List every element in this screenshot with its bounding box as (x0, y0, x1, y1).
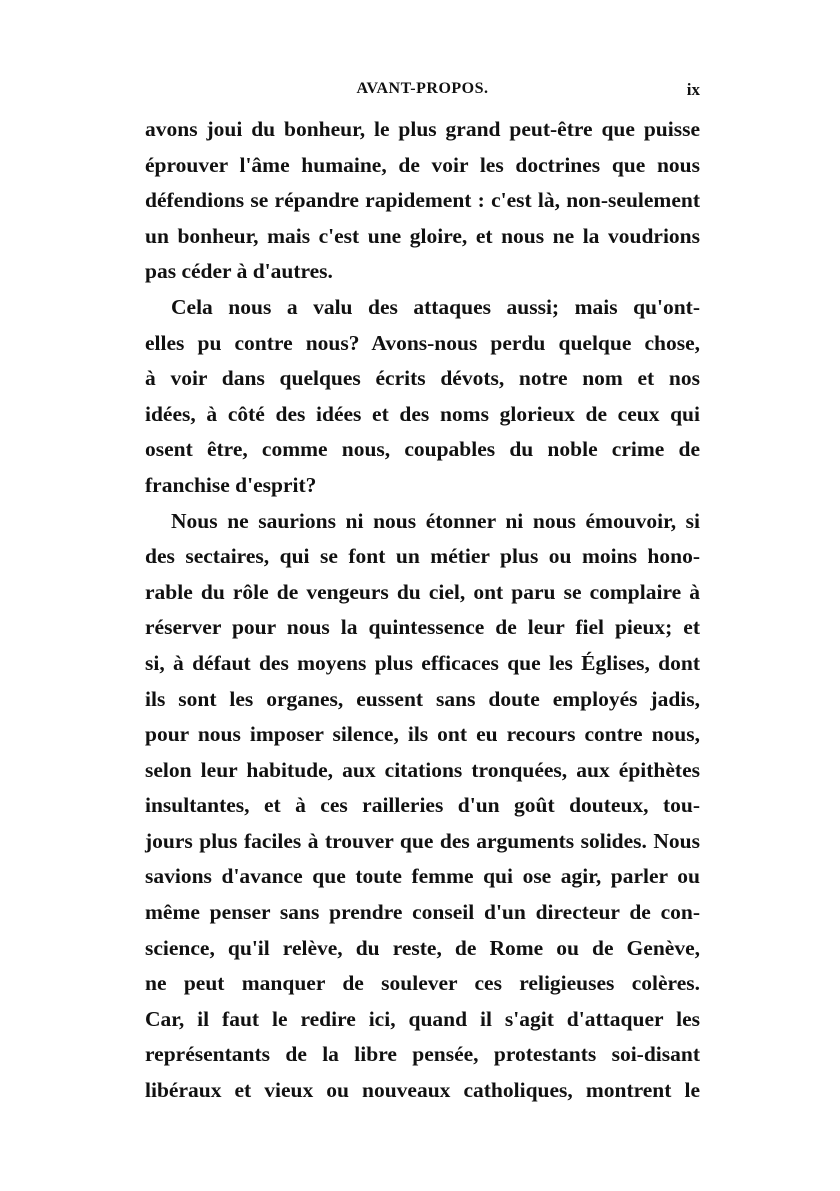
text-line: défendions se répandre rapidement : c'est là, non-seulement (145, 188, 700, 213)
text-line: jours plus faciles à trouver que des arguments solides. Nous (145, 828, 700, 853)
text-line: idées, à côté des idées et des noms glorieux de ceux qui (145, 401, 700, 426)
text-line: libéraux et vieux ou nouveaux catholiques, montrent le (145, 1078, 700, 1103)
text-line: éprouver l'âme humaine, de voir les doctrines que nous (145, 152, 700, 177)
text-line: Cela nous a valu des attaques aussi; mais qu'ont- (171, 294, 700, 319)
text-line: franchise d'esprit? (145, 472, 317, 497)
text-line: Nous ne saurions ni nous étonner ni nous émouvoir, si (171, 508, 700, 533)
text-line: pas céder à d'autres. (145, 259, 333, 284)
text-line: pour nous imposer silence, ils ont eu recours contre nous, (145, 722, 700, 747)
page-number: ix (686, 80, 700, 99)
text-line: représentants de la libre pensée, protestants soi-disant (145, 1042, 700, 1067)
text-line: même penser sans prendre conseil d'un directeur de con- (145, 900, 700, 925)
text-line: réserver pour nous la quintessence de leur fiel pieux; et (145, 615, 700, 640)
text-line: rable du rôle de vengeurs du ciel, ont paru se complaire à (145, 579, 700, 604)
text-line: osent être, comme nous, coupables du noble crime de (145, 437, 700, 462)
text-line: à voir dans quelques écrits dévots, notre nom et nos (145, 366, 700, 391)
text-line: science, qu'il relève, du reste, de Rome ou de Genève, (145, 935, 700, 960)
text-line: avons joui du bonheur, le plus grand peut-être que puisse (145, 117, 700, 141)
body-text (145, 112, 700, 1109)
text-line: Car, il faut le redire ici, quand il s'agit d'attaquer les (145, 1006, 700, 1031)
text-line: selon leur habitude, aux citations tronquées, aux épithètes (145, 757, 700, 782)
text-line: ils sont les organes, eussent sans doute employés jadis, (145, 686, 700, 711)
text-line: savions d'avance que toute femme qui ose agir, parler ou (145, 864, 700, 889)
text-line: ne peut manquer de soulever ces religieuses colères. (145, 971, 700, 996)
text-line: si, à défaut des moyens plus efficaces que les Églises, dont (145, 650, 700, 675)
text-line: des sectaires, qui se font un métier plus ou moins hono- (145, 544, 700, 569)
page-header (145, 80, 700, 104)
text-line: insultantes, et à ces railleries d'un goût douteux, tou- (145, 793, 700, 818)
text-line: un bonheur, mais c'est une gloire, et nous ne la voudrions (145, 223, 700, 248)
running-title: AVANT-PROPOS. (356, 80, 489, 97)
text-line: elles pu contre nous? Avons-nous perdu quelque chose, (145, 330, 700, 355)
